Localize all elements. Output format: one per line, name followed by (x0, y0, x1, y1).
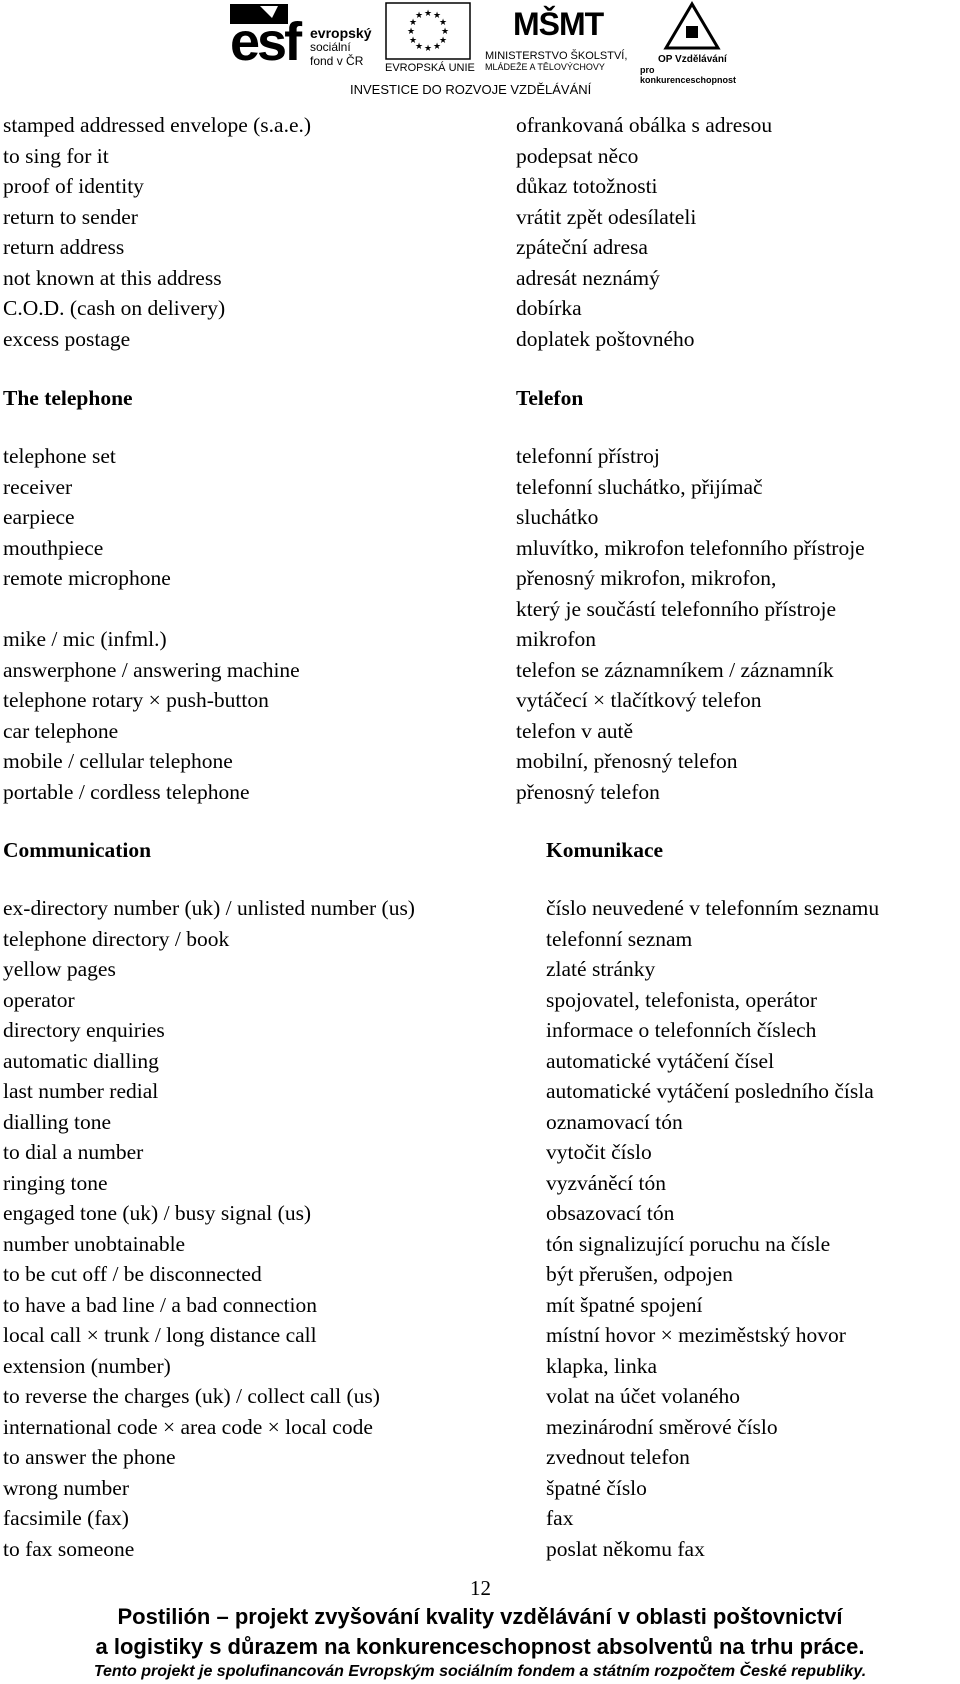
list-item: vytáčecí × tlačítkový telefon (516, 688, 762, 712)
list-item: mikrofon (516, 627, 597, 651)
esf-line3: fond v ČR (310, 54, 364, 68)
list-item: to answer the phone (3, 1445, 176, 1469)
eu-caption: EVROPSKÁ UNIE (385, 62, 475, 74)
list-item: answerphone / answering machine (3, 657, 300, 682)
list-item: return to sender (3, 204, 138, 229)
list-item: špatné číslo (546, 1475, 647, 1500)
list-item: spojovatel, telefonista, operátor (546, 987, 818, 1012)
svg-text:★: ★ (424, 44, 433, 54)
list-item: který je součástí telefonního přístroje (516, 596, 837, 621)
list-item: fax (546, 1506, 574, 1530)
list-item: číslo neuvedené v telefonním seznamu (546, 896, 880, 920)
list-item: automatické vytáčení posledního čísla (546, 1079, 874, 1103)
list-item: klapka, linka (546, 1353, 658, 1378)
svg-text:★: ★ (439, 36, 448, 46)
page-number: 12 (470, 1576, 491, 1600)
list-item: to sing for it (3, 143, 109, 168)
list-item: důkaz totožnosti (516, 174, 658, 198)
list-item: ex-directory number (uk) / unlisted number (us) (3, 896, 415, 920)
esf-line2: sociální (310, 40, 351, 54)
list-item: adresát neznámý (516, 265, 660, 290)
eu-flag-icon (385, 2, 471, 60)
list-item: facsimile (fax) (3, 1506, 129, 1530)
list-item: wrong number (3, 1475, 129, 1500)
list-item: automatic dialling (3, 1048, 159, 1073)
list-item: informace o telefonních číslech (546, 1018, 817, 1042)
list-item: automatické vytáčení čísel (546, 1048, 775, 1073)
list-item: mít špatné spojení (546, 1292, 703, 1317)
header-tagline: INVESTICE DO ROZVOJE VZDĚLÁVÁNÍ (350, 82, 592, 97)
list-item: ringing tone (3, 1170, 108, 1195)
list-item: extension (number) (3, 1353, 171, 1378)
svg-text:★: ★ (439, 18, 448, 28)
list-item: earpiece (3, 505, 75, 529)
list-item: telefon v autě (516, 718, 634, 743)
telephone-heading-cz: Telefon (516, 386, 584, 410)
list-item: directory enquiries (3, 1018, 165, 1042)
list-item: zpáteční adresa (516, 235, 648, 259)
msmt-line1: MINISTERSTVO ŠKOLSTVÍ, (485, 50, 628, 62)
op-line2: pro konkurenceschopnost (640, 65, 737, 85)
list-item: stamped addressed envelope (s.a.e.) (3, 113, 312, 137)
svg-text:★: ★ (433, 42, 442, 52)
list-item: car telephone (3, 718, 119, 743)
msmt-logo (485, 0, 635, 76)
esf-line1: evropský (310, 25, 372, 41)
list-item: telephone set (3, 444, 116, 468)
list-item: obsazovací tón (546, 1201, 675, 1225)
msmt-mark: MŠMT (513, 6, 604, 42)
list-item: vyzváněcí tón (546, 1170, 666, 1195)
list-item: to dial a number (3, 1140, 144, 1164)
svg-text:★: ★ (415, 42, 424, 52)
list-item: místní hovor × meziměstský hovor (546, 1323, 846, 1347)
list-item: telephone directory / book (3, 926, 230, 951)
footer-line1: Postilión – projekt zvyšování kvality vzdělávání v oblasti poštovnictví (117, 1604, 843, 1629)
op-logo (640, 0, 750, 85)
list-item: number unobtainable (3, 1231, 186, 1256)
list-item: mezinárodní směrové číslo (546, 1414, 778, 1439)
list-item (3, 594, 300, 625)
list-item: zvednout telefon (546, 1445, 690, 1469)
svg-text:★: ★ (415, 11, 424, 21)
list-item: remote microphone (3, 566, 171, 590)
communication-heading-en: Communication (3, 838, 152, 862)
list-item: return address (3, 235, 125, 259)
list-item: not known at this address (3, 265, 222, 290)
list-item: excess postage (3, 326, 131, 351)
list-item: ofrankovaná obálka s adresou (516, 113, 773, 137)
list-item: to be cut off / be disconnected (3, 1262, 262, 1286)
op-emblem-icon (662, 0, 722, 52)
list-item: international code × area code × local code (3, 1414, 373, 1439)
msmt-line2: MLÁDEŽE A TĚLOVÝCHOVY (485, 62, 605, 72)
list-item: engaged tone (uk) / busy signal (us) (3, 1201, 312, 1225)
list-item: telefonní přístroj (516, 444, 660, 468)
list-item: mobilní, přenosný telefon (516, 749, 738, 773)
list-item: dialling tone (3, 1109, 112, 1134)
list-item: být přerušen, odpojen (546, 1262, 733, 1286)
list-item: telephone rotary × push-button (3, 688, 269, 712)
list-item: receiver (3, 474, 73, 499)
list-item: to fax someone (3, 1536, 135, 1561)
list-item: dobírka (516, 296, 582, 320)
list-item: podepsat něco (516, 143, 639, 168)
list-item: portable / cordless telephone (3, 779, 250, 804)
svg-text:★: ★ (409, 36, 418, 46)
list-item: oznamovací tón (546, 1109, 683, 1134)
svg-text:★: ★ (409, 18, 418, 28)
communication-heading-cz: Komunikace (546, 838, 664, 862)
footer-line3: Tento projekt je spolufinancován Evropským sociálním fondem a státním rozpočtem České republiky. (93, 1663, 867, 1680)
svg-text:★: ★ (407, 27, 416, 37)
list-item: přenosný telefon (516, 779, 660, 804)
list-item: telefonní sluchátko, přijímač (516, 474, 763, 499)
header-logos (230, 0, 750, 100)
list-item: mouthpiece (3, 535, 104, 560)
telephone-heading-en: The telephone (3, 386, 133, 410)
list-item: local call × trunk / long distance call (3, 1323, 317, 1347)
list-item: to have a bad line / a bad connection (3, 1292, 318, 1317)
list-item: telefonní seznam (546, 926, 693, 951)
list-item: to reverse the charges (uk) / collect call (us) (3, 1384, 380, 1408)
svg-text:★: ★ (441, 27, 450, 37)
list-item: C.O.D. (cash on delivery) (3, 296, 226, 320)
eu-logo (385, 2, 477, 74)
list-item: last number redial (3, 1079, 159, 1103)
esf-logo (230, 4, 375, 76)
list-item: yellow pages (3, 957, 116, 981)
list-item: doplatek poštovného (516, 326, 695, 351)
list-item: mike / mic (infml.) (3, 627, 167, 651)
list-item: volat na účet volaného (546, 1384, 741, 1408)
list-item: proof of identity (3, 174, 144, 198)
list-item: zlaté stránky (546, 957, 656, 981)
list-item: poslat někomu fax (546, 1536, 705, 1561)
list-item: vrátit zpět odesílateli (516, 204, 697, 229)
list-item: operator (3, 987, 75, 1012)
list-item: telefon se záznamníkem / záznamník (516, 657, 834, 682)
svg-text:★: ★ (433, 11, 442, 21)
list-item: mobile / cellular telephone (3, 749, 233, 773)
list-item: tón signalizující poruchu na čísle (546, 1231, 831, 1256)
list-item: sluchátko (516, 505, 599, 529)
svg-text:★: ★ (424, 9, 433, 19)
section1-czech (516, 110, 772, 354)
list-item: přenosný mikrofon, mikrofon, (516, 566, 777, 590)
telephone-czech (516, 441, 865, 807)
list-item: mluvítko, mikrofon telefonního přístroje (516, 535, 865, 560)
telephone-english (3, 441, 300, 807)
list-item: vytočit číslo (546, 1140, 652, 1164)
op-line1: OP Vzdělávání (658, 54, 727, 65)
esf-mark: esf (230, 12, 300, 72)
footer-line2: a logistiky s důrazem na konkurenceschopnost absolventů na trhu práce. (95, 1634, 865, 1659)
section1-english (3, 110, 311, 354)
communication-czech (546, 893, 879, 1564)
communication-english (3, 893, 415, 1564)
